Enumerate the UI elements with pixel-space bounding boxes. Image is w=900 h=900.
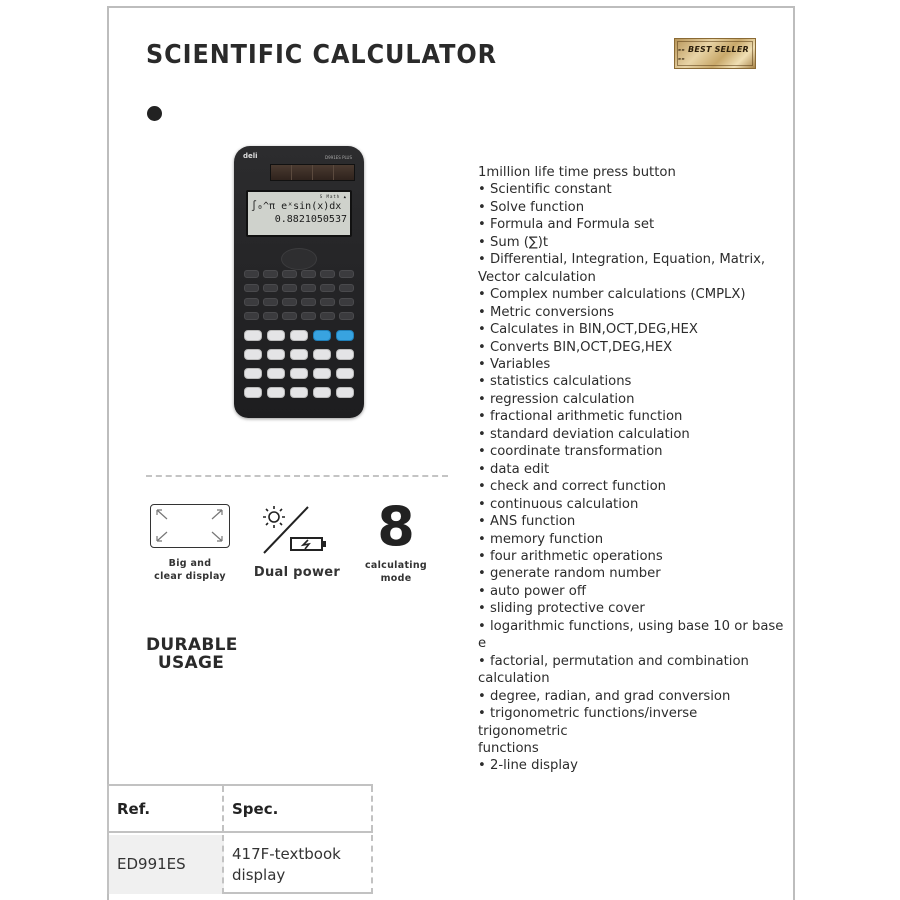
feature-list-item: • fractional arithmetic function <box>478 409 683 425</box>
feature-label-display: Big and clear display <box>154 558 226 582</box>
feature-list-item: • sliding protective cover <box>478 601 645 617</box>
solar-panel <box>270 164 355 181</box>
feature-dual-power <box>252 503 342 580</box>
cell-ref-value: ED991ES <box>117 855 186 873</box>
calculator-function-keys <box>244 270 354 320</box>
feature-list-item: • Complex number calculations (CMPLX) <box>478 287 746 303</box>
dashed-divider <box>146 475 448 477</box>
calculator-model: D991ES PLUS <box>325 155 352 160</box>
feature-list-item: • regression calculation <box>478 391 635 407</box>
feature-list-item: • memory function <box>478 531 604 547</box>
feature-big-display <box>150 504 230 583</box>
lcd-result: 0.8821050537 <box>274 214 347 225</box>
feature-list-item: • auto power off <box>478 583 586 599</box>
cell-spec-value: 417F-textbook display <box>232 844 341 884</box>
spec-table <box>107 784 373 894</box>
bullet-dot-icon <box>147 106 162 121</box>
durable-usage-tagline: DURABLE USAGE <box>146 635 238 673</box>
header-ref: Ref. <box>117 799 151 818</box>
feature-list-item: • statistics calculations <box>478 374 632 390</box>
feature-label-power: Dual power <box>253 565 341 580</box>
feature-list-item: 1million life time press button <box>478 165 676 180</box>
feature-list-item: • Converts BIN,OCT,DEG,HEX <box>478 339 673 355</box>
calculator-brand: deli <box>243 152 258 160</box>
calculator-nav-pad <box>281 248 317 270</box>
calculator-number-keys <box>244 330 354 398</box>
feature-list-item: • 2-line display <box>478 758 578 774</box>
feature-list-item: • trigonometric functions/inverse trigonometric functions <box>478 706 698 756</box>
feature-list <box>478 164 790 775</box>
feature-list-item: • Formula and Formula set <box>478 217 655 233</box>
calculator-lcd <box>246 190 352 237</box>
best-seller-badge-label: -- BEST SELLER -- <box>677 41 753 66</box>
number-eight-icon: 8 <box>377 495 415 558</box>
best-seller-badge <box>674 38 756 69</box>
feature-list-item: • Differential, Integration, Equation, Matrix, Vector calculation <box>478 252 766 285</box>
feature-list-item: • Sum (∑)t <box>478 234 549 250</box>
feature-list-item: • Scientific constant <box>478 182 612 198</box>
calculator-image <box>234 146 364 418</box>
feature-list-item: • factorial, permutation and combination calculation <box>478 653 749 687</box>
header-spec: Spec. <box>232 799 279 818</box>
spec-table-row <box>109 835 373 894</box>
feature-list-item: • continuous calculation <box>478 496 639 512</box>
feature-list-item: • Solve function <box>478 199 585 215</box>
feature-list-item: • data edit <box>478 461 550 477</box>
feature-calculating-mode <box>356 495 436 585</box>
feature-list-item: • standard deviation calculation <box>478 426 690 442</box>
page-title: SCIENTIFIC CALCULATOR <box>146 40 497 70</box>
expand-display-icon <box>150 504 230 548</box>
spec-table-header <box>109 786 373 833</box>
feature-list-item: • check and correct function <box>478 479 667 495</box>
feature-list-item: • ANS function <box>478 514 576 530</box>
feature-list-item: • logarithmic functions, using base 10 or base e <box>478 618 788 652</box>
lcd-expression: ∫₀^π eˣsin(x)dx <box>251 201 342 212</box>
feature-list-item: • coordinate transformation <box>478 444 663 460</box>
feature-list-item: • Calculates in BIN,OCT,DEG,HEX <box>478 322 698 338</box>
lcd-status: S Math ▲ <box>319 194 347 199</box>
feature-list-item: • four arithmetic operations <box>478 548 663 564</box>
feature-list-item: • generate random number <box>478 566 661 582</box>
feature-label-mode: calculating mode <box>364 560 428 584</box>
feature-list-item: • Metric conversions <box>478 304 615 320</box>
feature-list-item: • degree, radian, and grad conversion <box>478 688 731 704</box>
feature-list-item: • Variables <box>478 356 551 372</box>
sun-battery-icon <box>252 503 342 555</box>
